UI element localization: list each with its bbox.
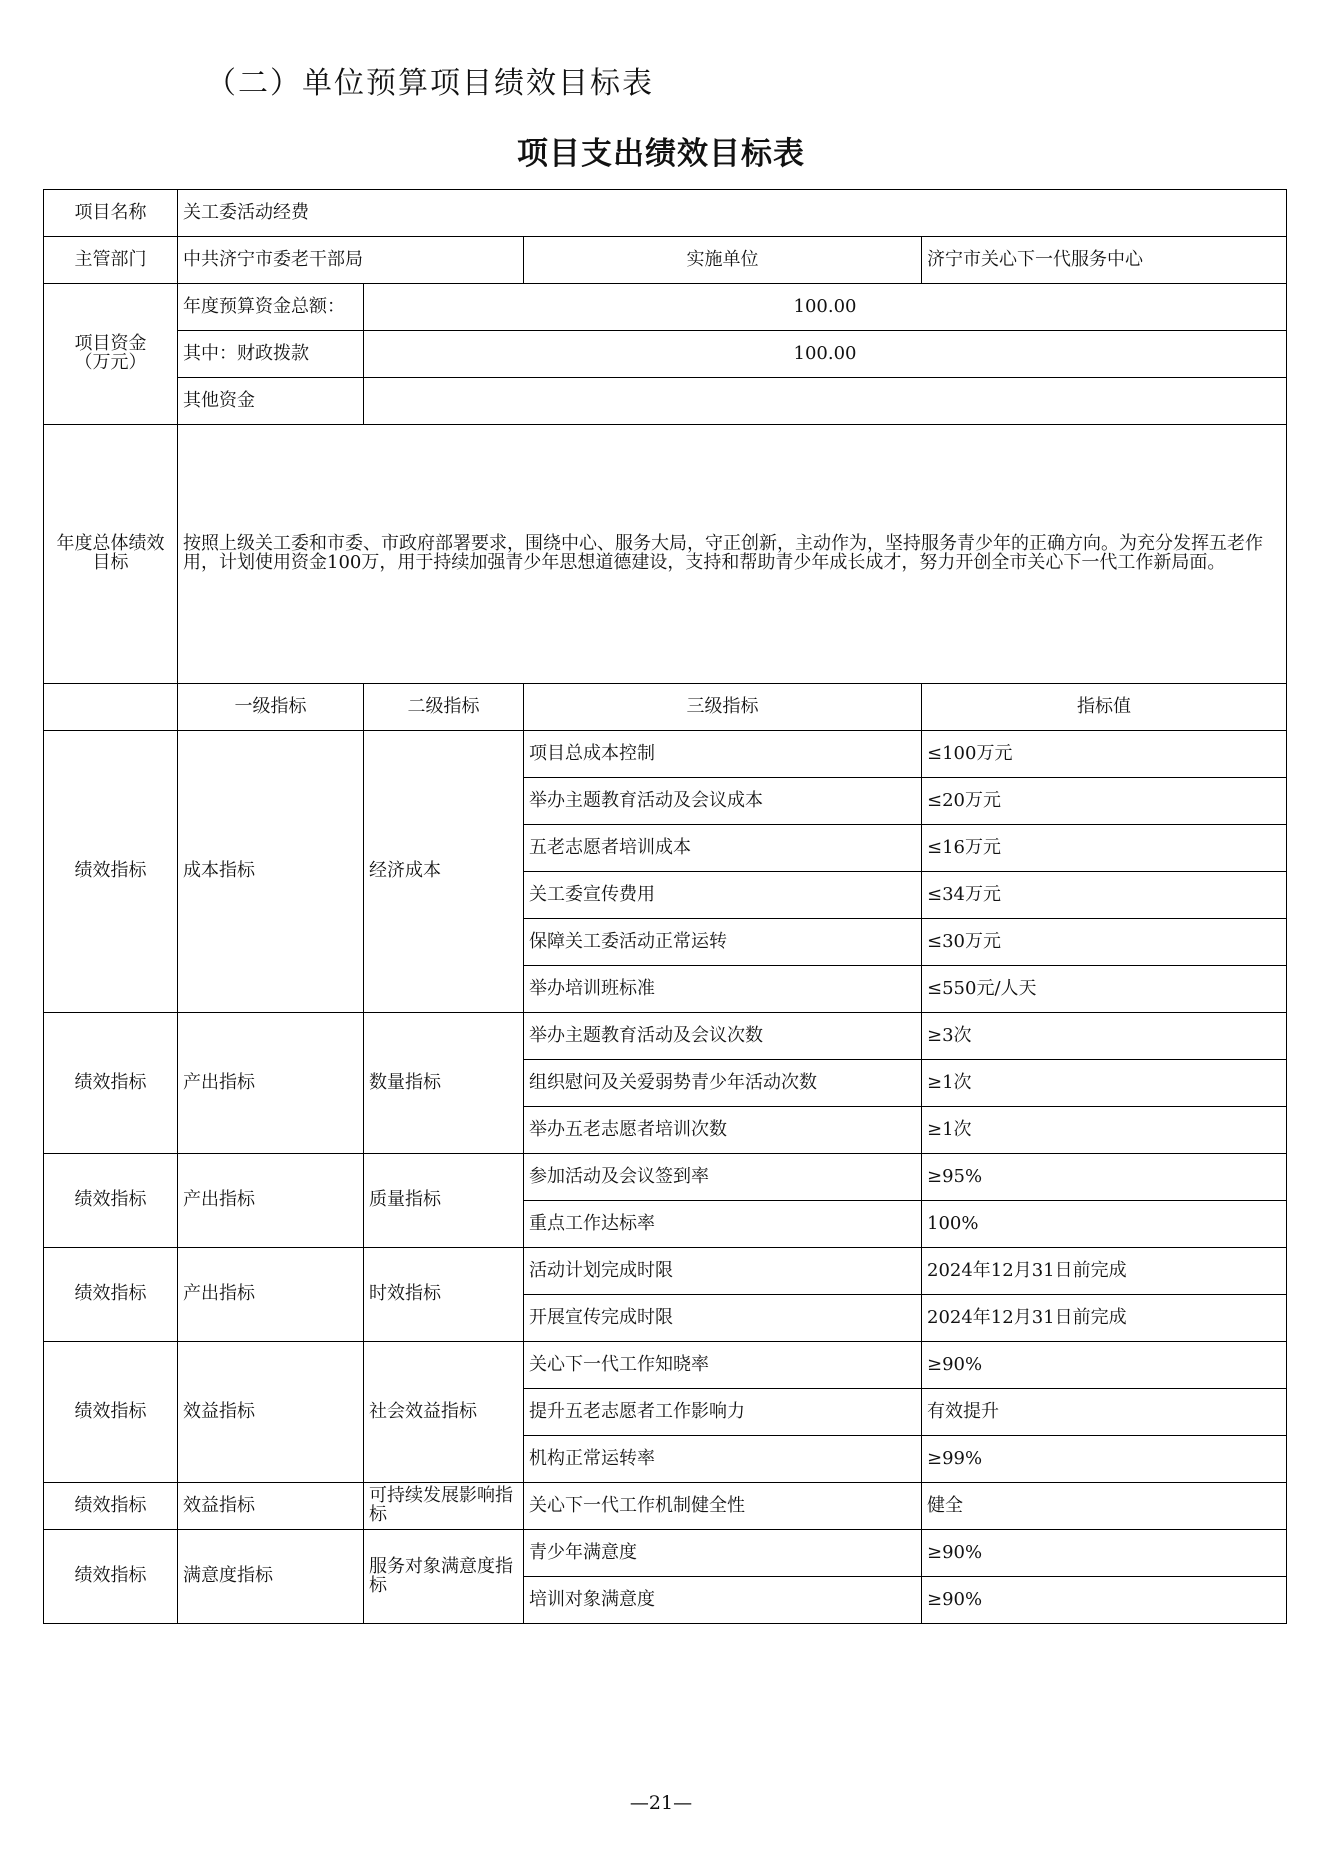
indicator-value: ≥99%	[922, 1436, 1287, 1483]
annual-budget-value: 100.00	[364, 284, 1287, 331]
indicator-category: 绩效指标	[44, 1154, 178, 1248]
level3-indicator: 开展宣传完成时限	[524, 1295, 922, 1342]
fiscal-allocation-row	[44, 331, 1287, 378]
indicator-category: 绩效指标	[44, 1483, 178, 1530]
level2-header: 二级指标	[364, 684, 524, 731]
page-number: —21—	[629, 1792, 693, 1814]
level1-indicator: 产出指标	[178, 1248, 364, 1342]
annual-budget-label: 年度预算资金总额：	[178, 284, 364, 331]
department-label: 主管部门	[44, 237, 178, 284]
level3-indicator: 关心下一代工作知晓率	[524, 1342, 922, 1389]
level3-indicator: 举办五老志愿者培训次数	[524, 1107, 922, 1154]
indicator-row	[44, 1013, 1287, 1060]
other-funds-row	[44, 378, 1287, 425]
level3-indicator: 五老志愿者培训成本	[524, 825, 922, 872]
level2-indicator: 数量指标	[364, 1013, 524, 1154]
level3-indicator: 参加活动及会议签到率	[524, 1154, 922, 1201]
indicator-value: ≤100万元	[922, 731, 1287, 778]
level3-indicator: 关心下一代工作机制健全性	[524, 1483, 922, 1530]
indicator-value: ≥90%	[922, 1577, 1287, 1624]
level3-indicator: 机构正常运转率	[524, 1436, 922, 1483]
indicator-category: 绩效指标	[44, 1248, 178, 1342]
project-name-value: 关工委活动经费	[178, 190, 1287, 237]
indicator-value: ≥3次	[922, 1013, 1287, 1060]
level2-indicator: 社会效益指标	[364, 1342, 524, 1483]
indicator-value: ≥1次	[922, 1060, 1287, 1107]
level1-header: 一级指标	[178, 684, 364, 731]
level2-indicator: 可持续发展影响指标	[364, 1483, 524, 1530]
indicator-value: 2024年12月31日前完成	[922, 1248, 1287, 1295]
level3-indicator: 举办培训班标准	[524, 966, 922, 1013]
fiscal-allocation-value: 100.00	[364, 331, 1287, 378]
level3-indicator: 关工委宣传费用	[524, 872, 922, 919]
level2-indicator: 质量指标	[364, 1154, 524, 1248]
section-heading: （二）单位预算项目绩效目标表	[206, 66, 654, 101]
annual-goal-text: 按照上级关工委和市委、市政府部署要求，围绕中心、服务大局，守正创新，主动作为，坚持服务青少年的正确方向。为充分发挥五老作用，计划使用资金100万，用于持续加强青少年思想道德建设，支持和帮助青少年成长成才，努力开创全市关心下一代工作新局面。	[178, 425, 1287, 684]
level3-indicator: 活动计划完成时限	[524, 1248, 922, 1295]
level3-indicator: 提升五老志愿者工作影响力	[524, 1389, 922, 1436]
project-funds-label	[44, 284, 178, 425]
indicator-value: 2024年12月31日前完成	[922, 1295, 1287, 1342]
indicator-value: ≥90%	[922, 1342, 1287, 1389]
indicator-row	[44, 731, 1287, 778]
level1-indicator: 效益指标	[178, 1483, 364, 1530]
indicator-category: 绩效指标	[44, 1013, 178, 1154]
indicator-value: ≤34万元	[922, 872, 1287, 919]
implementing-unit-value: 济宁市关心下一代服务中心	[922, 237, 1287, 284]
indicator-value: ≤30万元	[922, 919, 1287, 966]
indicator-value-header: 指标值	[922, 684, 1287, 731]
table-title: 项目支出绩效目标表	[517, 136, 805, 172]
indicator-value: 有效提升	[922, 1389, 1287, 1436]
level3-indicator: 举办主题教育活动及会议次数	[524, 1013, 922, 1060]
other-funds-value	[364, 378, 1287, 425]
indicator-category: 绩效指标	[44, 1530, 178, 1624]
indicator-value: ≥95%	[922, 1154, 1287, 1201]
annual-budget-row	[44, 284, 1287, 331]
indicator-row	[44, 1483, 1287, 1530]
project-name-row	[44, 190, 1287, 237]
indicator-row	[44, 1530, 1287, 1577]
implementing-unit-label: 实施单位	[524, 237, 922, 284]
level1-indicator: 效益指标	[178, 1342, 364, 1483]
table-body	[44, 190, 1287, 1624]
annual-goal-row	[44, 425, 1287, 684]
project-funds-label-line2: （万元）	[74, 352, 147, 373]
indicator-value: 健全	[922, 1483, 1287, 1530]
level2-indicator: 经济成本	[364, 731, 524, 1013]
department-row	[44, 237, 1287, 284]
indicator-value: 100%	[922, 1201, 1287, 1248]
level3-indicator: 青少年满意度	[524, 1530, 922, 1577]
indicator-header-row	[44, 684, 1287, 731]
indicator-value: ≤16万元	[922, 825, 1287, 872]
indicator-row	[44, 1342, 1287, 1389]
level3-indicator: 培训对象满意度	[524, 1577, 922, 1624]
other-funds-label: 其他资金	[178, 378, 364, 425]
indicator-value: ≤550元/人天	[922, 966, 1287, 1013]
fiscal-allocation-label: 其中：财政拨款	[178, 331, 364, 378]
level3-indicator: 重点工作达标率	[524, 1201, 922, 1248]
indicator-row	[44, 1154, 1287, 1201]
indicator-row	[44, 1248, 1287, 1295]
indicator-value: ≥90%	[922, 1530, 1287, 1577]
level1-indicator: 满意度指标	[178, 1530, 364, 1624]
project-name-label: 项目名称	[44, 190, 178, 237]
project-funds-label-line1: 项目资金	[74, 333, 147, 355]
indicator-value: ≤20万元	[922, 778, 1287, 825]
level3-indicator: 项目总成本控制	[524, 731, 922, 778]
indicator-category: 绩效指标	[44, 731, 178, 1013]
level3-header: 三级指标	[524, 684, 922, 731]
department-value: 中共济宁市委老干部局	[178, 237, 524, 284]
level3-indicator: 组织慰问及关爱弱势青少年活动次数	[524, 1060, 922, 1107]
level3-indicator: 保障关工委活动正常运转	[524, 919, 922, 966]
level1-indicator: 产出指标	[178, 1013, 364, 1154]
annual-goal-label: 年度总体绩效目标	[44, 425, 178, 684]
indicator-header-blank	[44, 684, 178, 731]
level1-indicator: 成本指标	[178, 731, 364, 1013]
level2-indicator: 时效指标	[364, 1248, 524, 1342]
performance-target-table	[43, 189, 1287, 1624]
level3-indicator: 举办主题教育活动及会议成本	[524, 778, 922, 825]
level1-indicator: 产出指标	[178, 1154, 364, 1248]
indicator-value: ≥1次	[922, 1107, 1287, 1154]
level2-indicator: 服务对象满意度指标	[364, 1530, 524, 1624]
indicator-category: 绩效指标	[44, 1342, 178, 1483]
